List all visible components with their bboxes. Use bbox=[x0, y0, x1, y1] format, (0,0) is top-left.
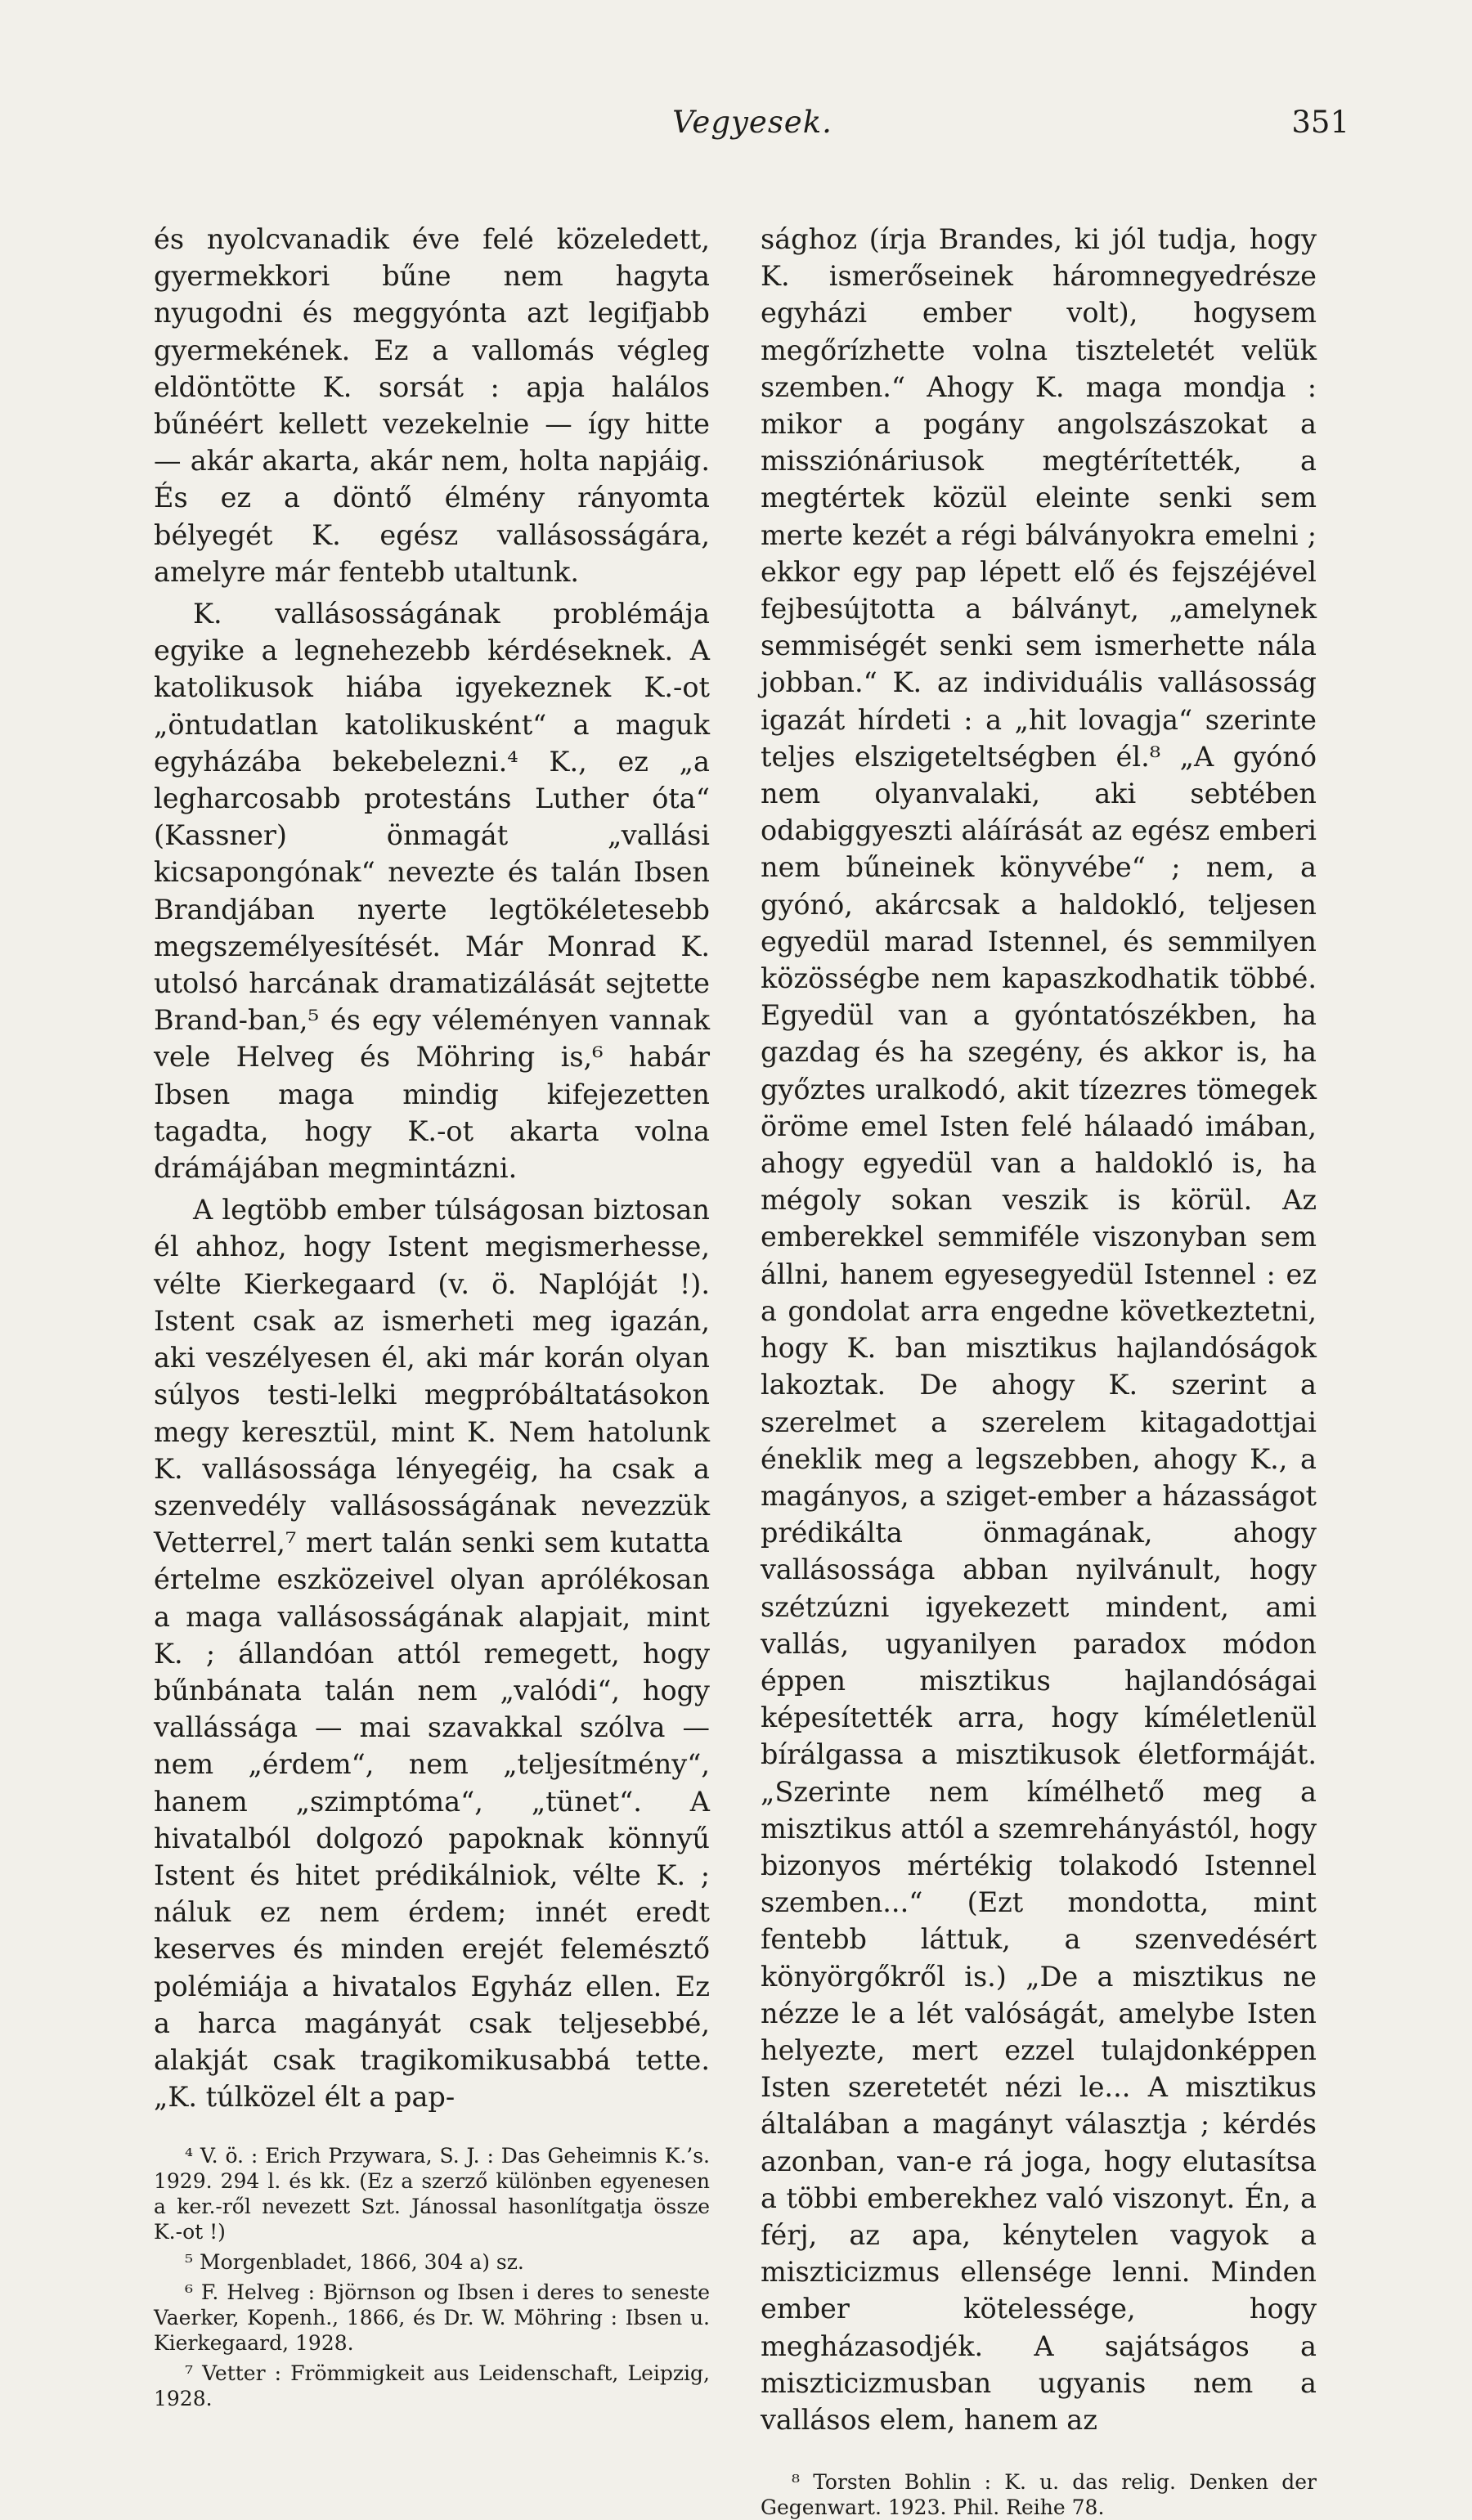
footnote-6: ⁶ F. Helveg : Björnson og Ibsen i deres to seneste Vaerker, Kopenh., 1866, és Dr. W. Möhring : Ibsen u. Kierkegaard, 1928. bbox=[154, 2280, 710, 2356]
footnote-5: ⁵ Morgenbladet, 1866, 304 a) sz. bbox=[185, 2250, 524, 2275]
paragraph: K. vallásosságának problémája egyike a legnehezebb kérdéseknek. A katolikusok hiába igyekeznek K.-ot „öntudatlan katolikusként“ a maguk egyházába bekebelezni.⁴ K., ez „a legharcosabb protestáns Luther óta“ (Kassner) önmagát „vallási kicsapongónak“ nevezte és talán Ibsen Brandjában nyerte legtökéletesebb megszemélyesítését. Már Monrad K. utolsó harcának dramatizálását sejtette Brand-ban,⁵ és egy véleményen vannak vele Helveg és Möhring is,⁶ habár Ibsen maga mindig kifejezetten tagadta, hogy K.-ot akarta volna drámájában megmintázni. bbox=[154, 598, 710, 1185]
page-number: 351 bbox=[1291, 105, 1349, 140]
footnotes bbox=[154, 2143, 710, 2411]
page-header bbox=[155, 105, 1349, 146]
right-column bbox=[761, 221, 1317, 2520]
footnote-4: ⁴ V. ö. : Erich Przywara, S. J. : Das Geheimnis K.’s. 1929. 294 l. és kk. (Ez a szerző különben egyenesen a ker.-ről nevezett Szt. Jánossal hasonlítgatja össze K.-ot !) bbox=[154, 2144, 710, 2244]
left-column bbox=[154, 221, 710, 2411]
footnote-8: ⁸ Torsten Bohlin : K. u. das relig. Denken der Gegenwart. 1923. Phil. Reihe 78. bbox=[761, 2470, 1317, 2520]
running-title: Vegyesek. bbox=[672, 105, 832, 140]
paragraph: A legtöbb ember túlságosan biztosan él ahhoz, hogy Istent megismerhesse, vélte Kierkegaard (v. ö. Naplóját !). Istent csak az ismerheti meg igazán, aki veszélyesen él, aki már korán olyan súlyos testi-lelki megpróbáltatásokon megy keresztül, mint K. Nem hatolunk K. vallásossága lényegéig, ha csak a szenvedély vallásosságának nevezzük Vetterrel,⁷ mert talán senki sem kutatta értelme eszközeivel olyan aprólékosan a maga vallásosságának alapjait, mint K. ; állandóan attól remegett, hogy bűnbánata talán nem „valódi“, hogy vallássága — mai szavakkal szólva — nem „érdem“, nem „teljesítmény“, hanem „szimptóma“, „tünet“. A hivatalból dolgozó papoknak könnyű Istent és hitet prédikálniok, vélte K. ; náluk ez nem érdem; innét eredt keserves és minden erejét felemésztő polémiája a hivatalos Egyház ellen. Ez a harca magányát csak teljesebbé, alakját csak tragikomikusabbá tette. „K. túlközel élt a pap- bbox=[154, 1194, 710, 2114]
footnote-7: ⁷ Vetter : Frömmigkeit aus Leidenschaft, Leipzig, 1928. bbox=[154, 2361, 710, 2411]
paragraph: és nyolcvanadik éve felé közeledett, gyermekkori bűne nem hagyta nyugodni és meggyónta azt legifjabb gyermekének. Ez a vallomás végleg eldöntötte K. sorsát : apja halálos bűnéért kellett vezekelnie — így hitte — akár akarta, akár nem, holta napjáig. És ez a döntő élmény rányomta bélyegét K. egész vallásosságára, amelyre már fentebb utaltunk. bbox=[154, 223, 710, 588]
footnotes bbox=[761, 2469, 1317, 2520]
paragraph: sághoz (írja Brandes, ki jól tudja, hogy K. ismerőseinek háromnegyedrésze egyházi ember volt), hogysem megőrízhette volna tiszteletét velük szemben.“ Ahogy K. maga mondja : mikor a pogány angolszászokat a missziónáriusok megtérítették, a megtértek közül eleinte senki sem merte kezét a régi bálványokra emelni ; ekkor egy pap lépett elő és fejszéjével fejbesújtotta a bálványt, „amelynek semmiségét senki sem ismerhette nála jobban.“ K. az individuális vallásosság igazát hírdeti : a „hit lovagja“ szerinte teljes elszigeteltségben él.⁸ „A gyónó nem olyanvalaki, aki sebtében odabiggyeszti aláírását az egész emberi nem bűneinek könyvébe“ ; nem, a gyónó, akárcsak a haldokló, teljesen egyedül marad Istennel, és semmilyen közösségbe nem kapaszkodhatik többé. Egyedül van a gyóntatószékben, ha gazdag és ha szegény, és akkor is, ha győztes uralkodó, akit tízezres tömegek öröme emel Isten felé hálaadó imában, ahogy egyedül van a haldokló is, ha mégoly sokan veszik is körül. Az emberekkel semmiféle viszonyban sem állni, hanem egyesegyedül Istennel : ez a gondolat arra engedne következtetni, hogy K. ban misztikus hajlandóságok lakoztak. De ahogy K. szerint a szerelmet a szerelem kitagadottjai éneklik meg a legszebben, ahogy K., a magányos, a sziget-ember a házasságot prédikálta önmagának, ahogy vallásossága abban nyilvánult, hogy szétzúzni igyekezett mindent, ami vallás, ugyanilyen paradox módon éppen misztikus hajlandóságai képesítették arra, hogy kíméletlenül bírálgassa a misztikusok életformáját. „Szerinte nem kímélhető meg a misztikus attól a szemrehányástól, hogy bizonyos mértékig tolakodó Istennel szemben...“ (Ezt mondotta, mint fentebb láttuk, a szenvedésért könyörgőkről is.) „De a misztikus ne nézze le a lét valóságát, amelybe Isten helyezte, mert ezzel tulajdonképpen Isten szeretetét nézi le... A misztikus általában a magányt választja ; kérdés azonban, van-e rá joga, hogy elutasítsa a többi emberekhez való viszonyt. Én, a férj, az apa, kénytelen vagyok a miszticizmus ellensége lenni. Minden ember kötelessége, hogy megházasodjék. A sajátságos a miszticizmusban ugyanis nem a vallásos elem, hanem az bbox=[761, 223, 1317, 2436]
